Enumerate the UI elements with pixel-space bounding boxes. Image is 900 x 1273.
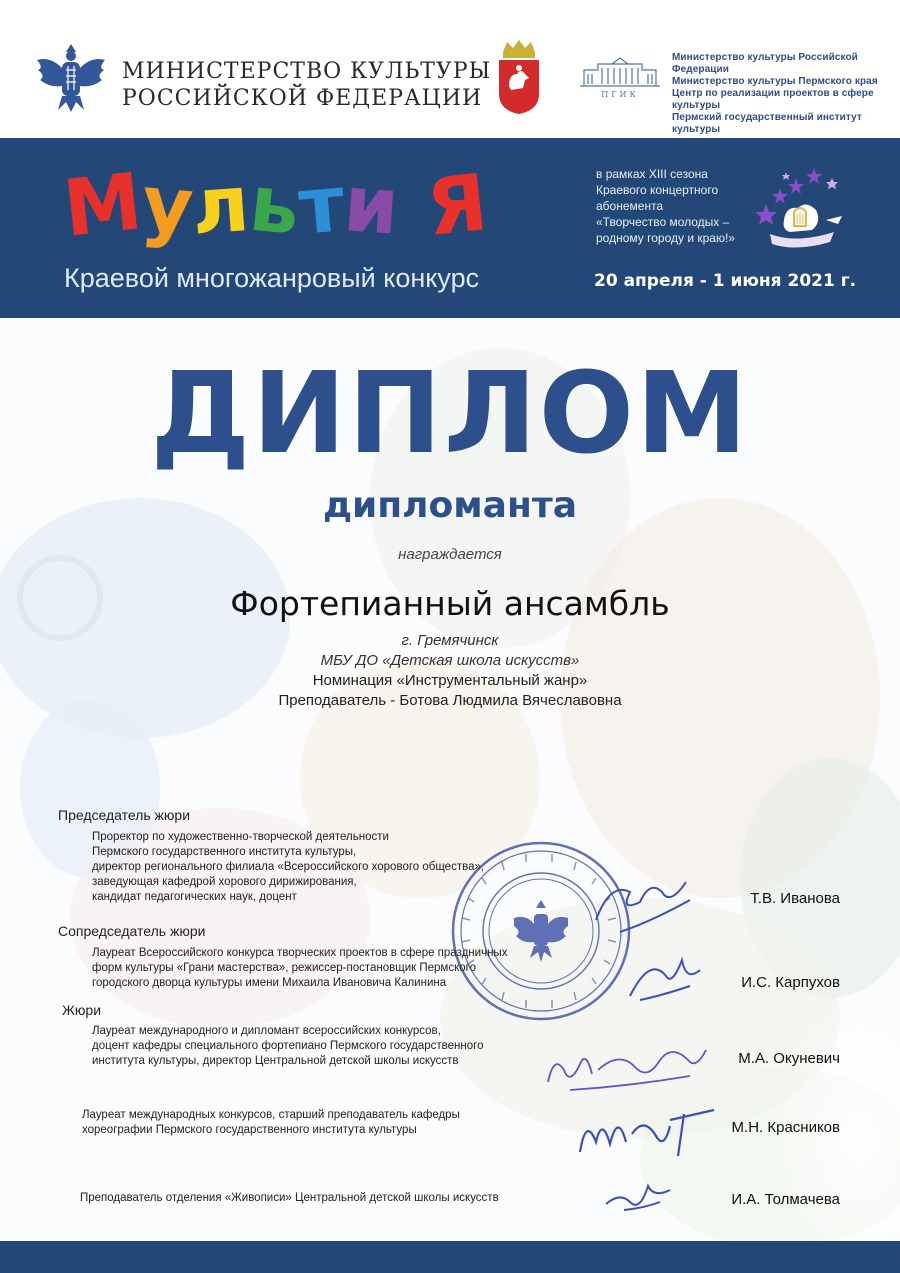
- description-line: Пермского государственного института культуры,: [92, 846, 357, 858]
- jury-member-3-name: И.А. Толмачева: [731, 1191, 840, 1208]
- diploma-subtitle: дипломанта: [322, 485, 578, 526]
- logo-letter: Я: [422, 158, 492, 254]
- season-line: Краевого концертного: [596, 183, 719, 197]
- season-line: абонемента: [596, 199, 664, 213]
- description-line: директор регионального филиала «Всероссийского хорового общества»,: [92, 861, 485, 873]
- description-line: форм культуры «Грани мастерства», режиссер-постановщик Пермского: [92, 962, 476, 974]
- jury-member-3-description: [80, 1191, 499, 1206]
- description-line: городского дворца культуры имени Михаила Ивановича Калинина: [92, 977, 447, 989]
- jury-member-2-description: [82, 1108, 460, 1138]
- jury-members-role: Жюри: [62, 1002, 102, 1018]
- ministry-line-1: МИНИСТЕРСТВО КУЛЬТУРЫ: [122, 59, 492, 84]
- jury-cochair-role: Сопредседатель жюри: [58, 923, 206, 939]
- contest-dates: 20 апреля - 1 июня 2021 г.: [594, 271, 857, 291]
- description-line: заведующая кафедрой хорового дирижирования,: [92, 876, 357, 888]
- season-line: «Творчество молодых –: [596, 215, 730, 229]
- pgik-building-logo-icon: [578, 56, 662, 100]
- jury-member-1-name: М.А. Окуневич: [738, 1050, 840, 1067]
- recipient-school: МБУ ДО «Детская школа искусств»: [320, 652, 580, 669]
- contest-subtitle: Краевой многожанровый конкурс: [64, 263, 480, 293]
- teacher: Преподаватель - Ботова Людмила Вячеславовна: [278, 692, 622, 709]
- description-line: института культуры, директор Центральной детской школы искусств: [92, 1055, 459, 1067]
- organizer-line: Министерство культуры Российской Федерации: [672, 52, 858, 75]
- description-line: Лауреат Всероссийского конкурса творческих проектов в сфере праздничных: [92, 947, 508, 959]
- jury-cochair-description: [92, 946, 507, 991]
- description-line: кандидат педагогических наук, доцент: [92, 891, 297, 903]
- footer-bar: [0, 1241, 900, 1273]
- organizers-list: [672, 52, 900, 136]
- jury-member-1-description: [92, 1024, 484, 1069]
- logo-letter: М: [59, 157, 147, 255]
- organizer-line: Центр по реализации проектов в сфере культуры: [672, 88, 874, 111]
- logo-letter: л: [189, 159, 253, 253]
- logo-letter: и: [341, 159, 402, 253]
- logo-letter: ь: [245, 158, 304, 254]
- pgik-label: ПГИК: [601, 90, 639, 99]
- contest-logo: [59, 157, 564, 255]
- jury-chair-role: Председатель жюри: [58, 807, 191, 823]
- logo-letter: у: [137, 158, 197, 254]
- description-line: Проректор по художественно-творческой деятельности: [92, 831, 389, 843]
- jury-chair-description: [92, 830, 484, 905]
- ministry-name: [122, 58, 491, 112]
- organizer-line: Пермский государственный институт культуры: [672, 112, 862, 135]
- ministry-line-2: РОССИЙСКОЙ ФЕДЕРАЦИИ: [122, 86, 483, 111]
- jury-cochair-name: И.С. Карпухов: [741, 974, 840, 991]
- description-line: Преподаватель отделения «Живописи» Центральной детской школы искусств: [80, 1192, 499, 1204]
- jury-member-2-name: М.Н. Красников: [731, 1119, 840, 1136]
- recipient-name: Фортепианный ансамбль: [230, 584, 670, 623]
- description-line: Лауреат международного и дипломант всероссийских конкурсов,: [92, 1025, 441, 1037]
- recipient-city: г. Гремячинск: [401, 632, 499, 649]
- ministry-emblem-icon: [32, 38, 110, 116]
- jury-chair-name: Т.В. Иванова: [750, 890, 840, 907]
- season-info: [596, 166, 735, 246]
- season-line: в рамках XIII сезона: [596, 167, 708, 181]
- nomination: Номинация «Инструментальный жанр»: [312, 672, 588, 689]
- season-line: родному городу и краю!»: [596, 231, 735, 245]
- awarded-label: награждается: [398, 546, 502, 563]
- perm-krai-coat-of-arms-icon: [497, 38, 541, 114]
- description-line: хореографии Пермского государственного института культуры: [82, 1124, 417, 1136]
- logo-letter: т: [295, 159, 349, 253]
- diploma-title: ДИПЛОМ: [150, 349, 750, 479]
- description-line: доцент кафедры специального фортепиано Пермского государственного: [92, 1040, 484, 1052]
- subscription-stars-logo-icon: [756, 160, 846, 256]
- description-line: Лауреат международных конкурсов, старший преподаватель кафедры: [82, 1109, 460, 1121]
- organizer-line: Министерство культуры Пермского края: [672, 76, 878, 87]
